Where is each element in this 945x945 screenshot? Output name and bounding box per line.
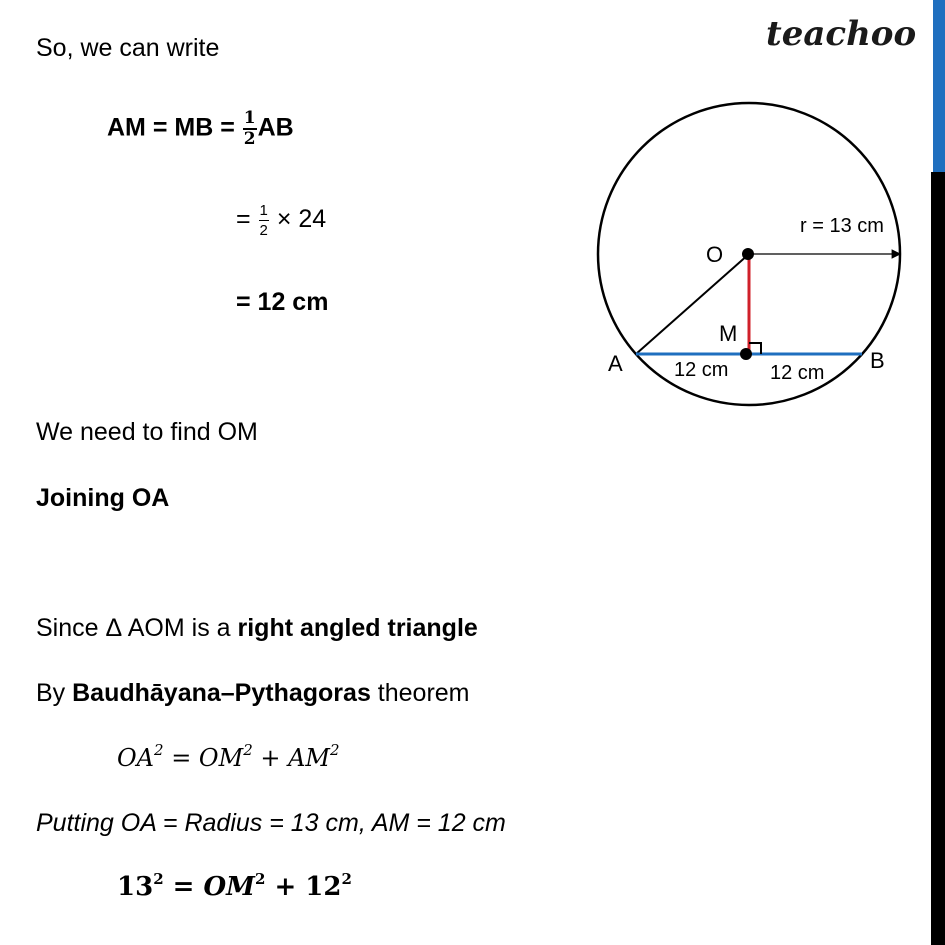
radius-label: r = 13 cm xyxy=(800,215,884,237)
label-o: O xyxy=(706,242,724,267)
label-a: A xyxy=(608,351,623,376)
theorem-text: By Baudhāyana–Pythagoras theorem xyxy=(36,679,470,707)
am-length-label: 12 cm xyxy=(674,359,729,381)
fraction-half: $\frac{1}{2}$ xyxy=(243,108,256,149)
equation-am-mb: AM = MB = $\frac{1}{2}$ AB xyxy=(107,108,294,149)
pythagoras-formula: $OA^2 = OM^2 + AM^2$ xyxy=(117,741,340,772)
joining-oa-text: Joining OA xyxy=(36,484,170,512)
intro-text: So, we can write xyxy=(36,34,220,62)
right-triangle-text: Since Δ AOM is a right angled triangle xyxy=(36,614,478,642)
fraction-half-small: $\frac{1}{2}$ xyxy=(259,202,268,239)
label-b: B xyxy=(870,348,885,373)
point-m xyxy=(740,348,752,360)
find-om-text: We need to find OM xyxy=(36,418,258,446)
point-o xyxy=(742,248,754,260)
final-equation: $13^2 = OM^2 + 12^2$ xyxy=(117,870,352,902)
mb-length-label: 12 cm xyxy=(770,362,825,384)
label-m: M xyxy=(719,321,738,346)
putting-values-text: Putting OA = Radius = 13 cm, AM = 12 cm xyxy=(36,809,506,837)
equation-result: = 12 cm xyxy=(236,288,329,316)
teachoo-logo: teachoo xyxy=(766,14,917,54)
equation-half-24: = $\frac{1}{2}$ × 24 xyxy=(236,202,327,239)
